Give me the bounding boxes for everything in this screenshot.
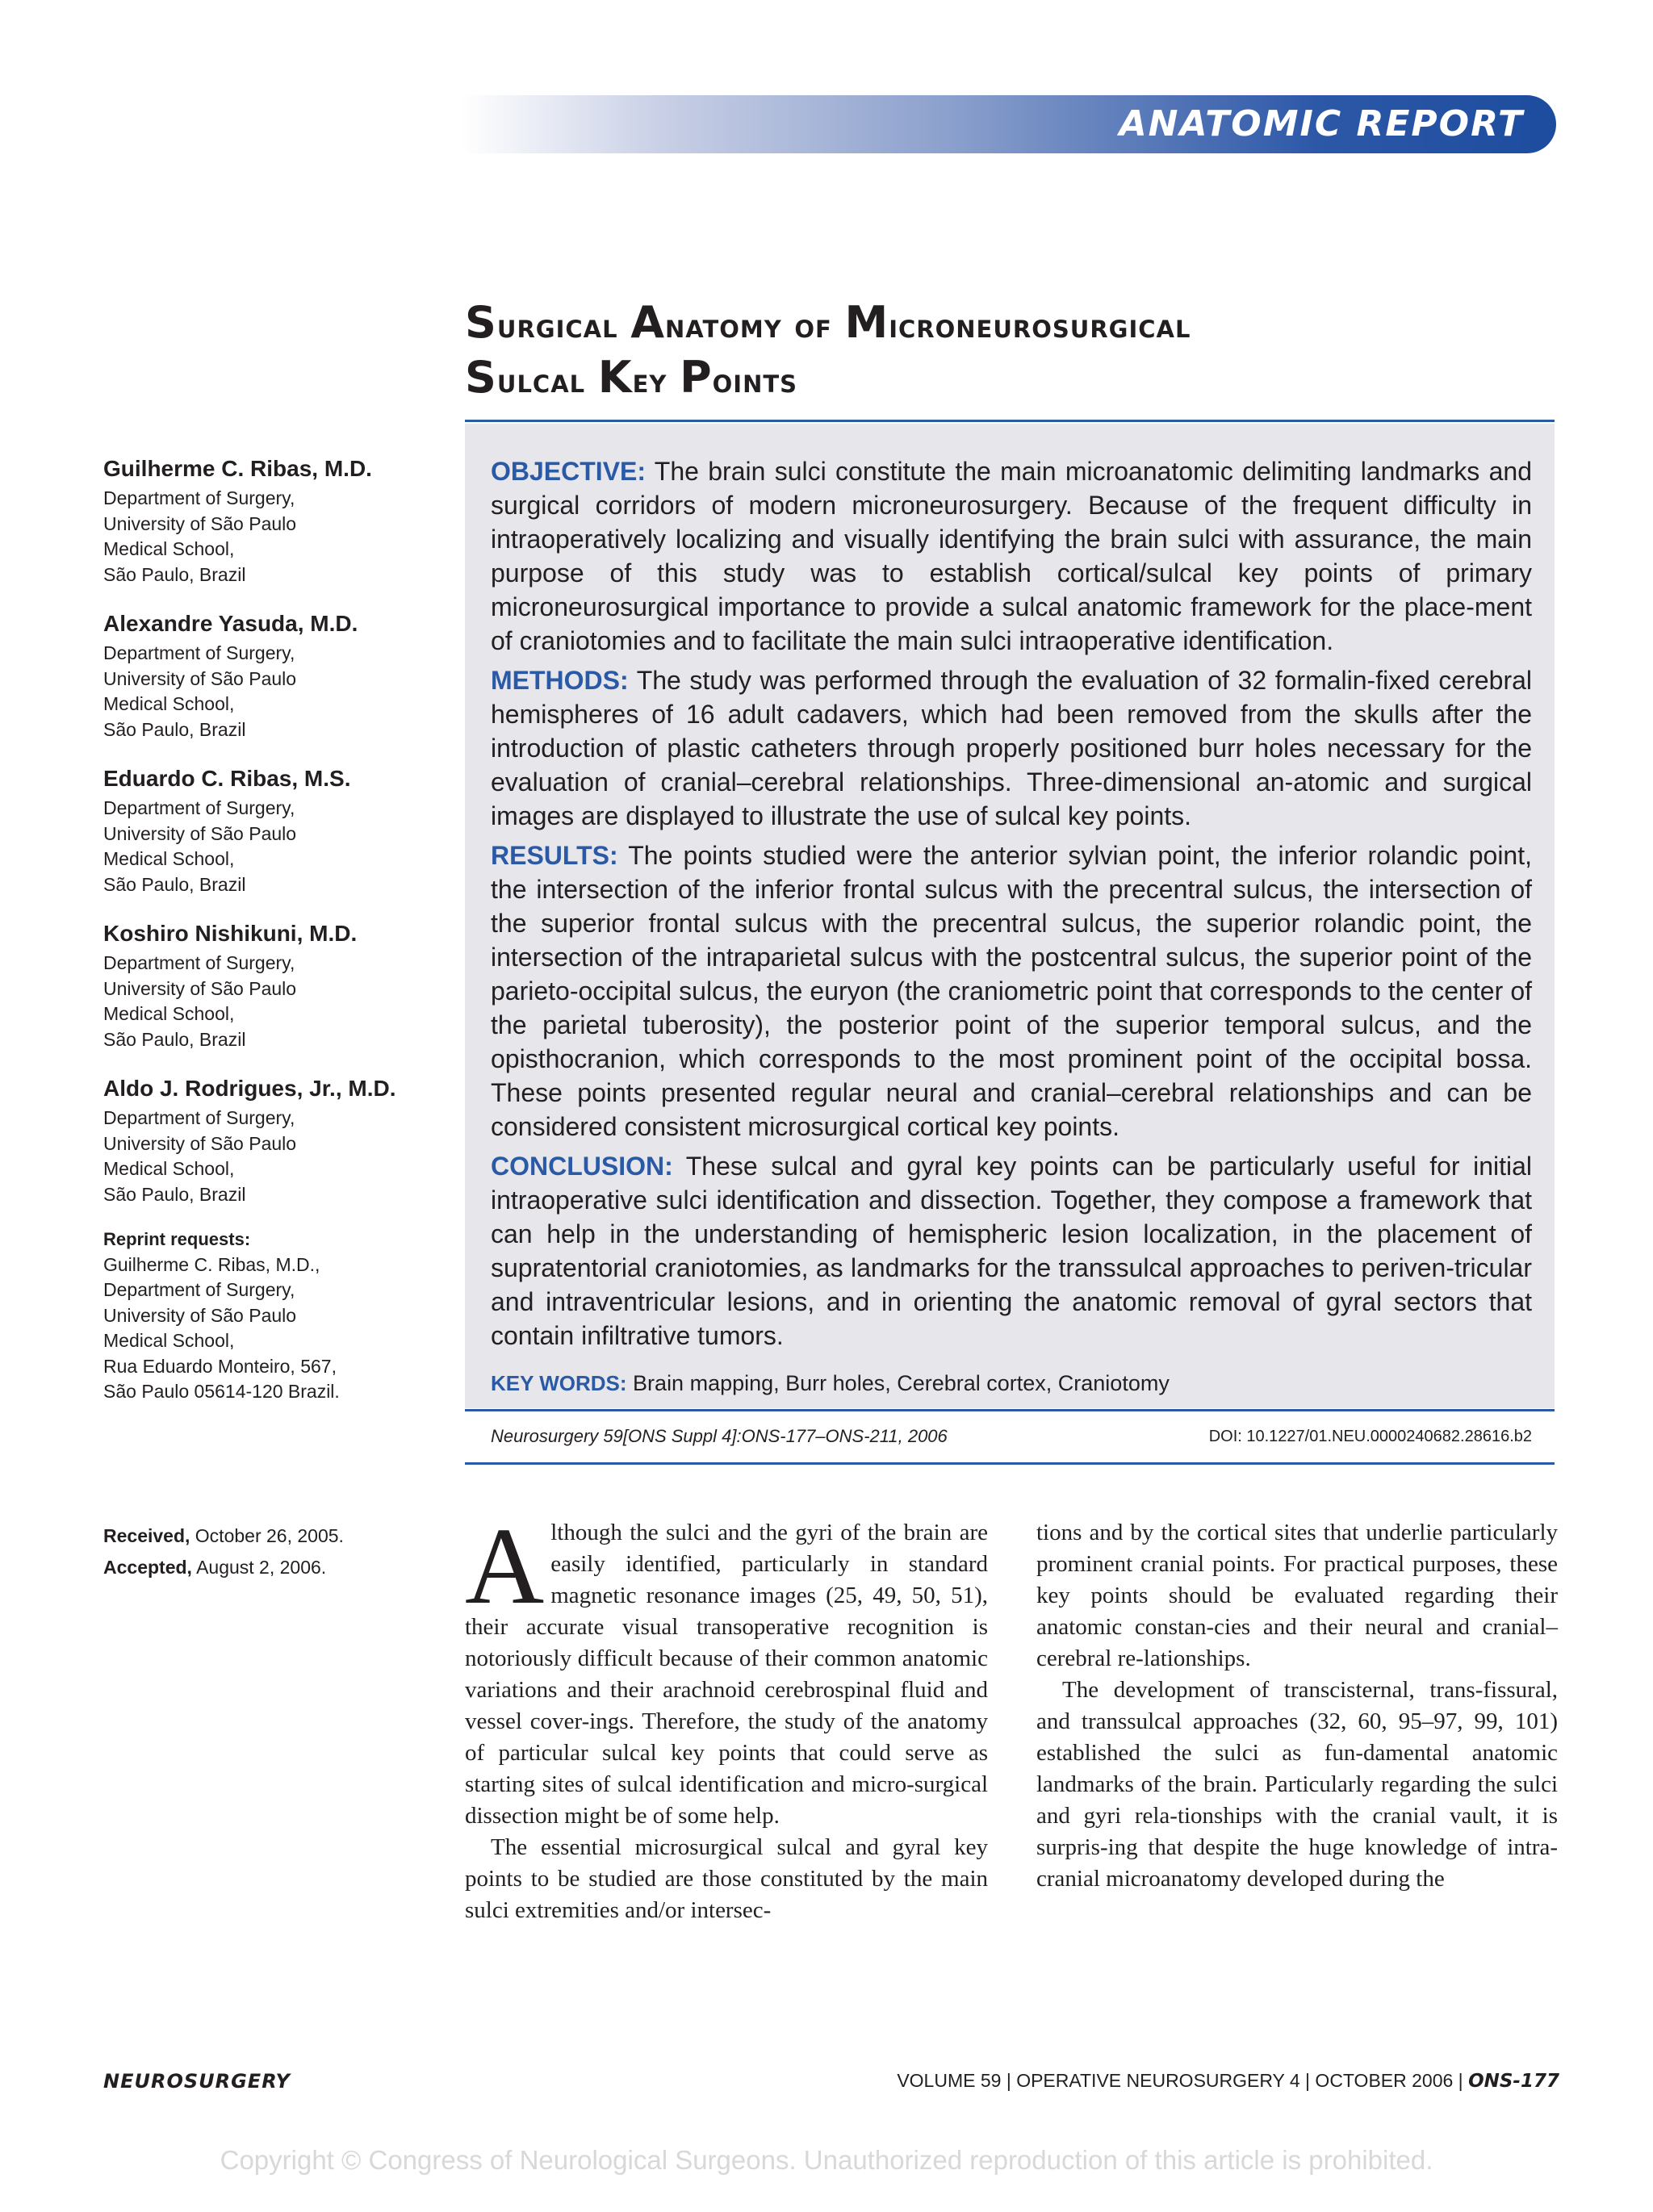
abstract-bottom-rule (465, 1462, 1555, 1465)
body-paragraph: Although the sulci and the gyri of the brain are easily identified, particularly in standard magnetic resonance images (25, 49, 50, 51), their accurate visual transoperative recognition is notoriously difficult because of their common anatomic variations and their arachnoid cerebrospinal fluid and vessel cover-ings. Therefore, the study of the anatomy of particular sulcal key points that could serve as starting sites of sulcal identification and micro-surgical dissection might be of some help. (465, 1506, 988, 1829)
abstract-objective: OBJECTIVE: The brain sulci constitute the main microanatomic delimiting landmarks and surgical corridors of modern microneurosurgery. Because of the frequent difficulty in intraoperatively localizing and visually identifying the brain sulci with assurance, the main purpose of this study was to establish cortical/sulcal key points of primary microneurosurgical importance to provide a sulcal anatomic framework for the place-ment of craniotomies and to facilitate the main sulci intraoperative identification. (491, 457, 1533, 655)
footer-journal-name: NEUROSURGERY (103, 2070, 291, 2093)
author-block: Aldo J. Rodrigues, Jr., M.D. Department of Surgery, University of São Paulo Medical School, São Paulo, Brazil (103, 1072, 442, 1207)
key-words: KEY WORDS: Brain mapping, Burr holes, Cerebral cortex, Craniotomy (491, 1371, 1170, 1395)
body-paragraph: tions and by the cortical sites that underlie particularly prominent cranial points. For practical purposes, these key points should be evaluated regarding their anatomic constan-cies and their neural and cranial–cerebral re-lationships. (1036, 1520, 1558, 1671)
abstract-conclusion: CONCLUSION: These sulcal and gyral key points can be particularly useful for initial intraoperative sulci identification and dissection. Together, they compose a framework that can help in the understanding of hemispheric lesion localization, in the placement of supratentorial craniotomies, as landmarks for the transsulcal approaches to periven-tricular and intraventricular lesions, and in orienting the anatomic removal of gyral sectors that contain infiltrative tumors. (491, 1152, 1532, 1350)
author-sidebar (103, 452, 442, 1405)
body-paragraph: The development of transcisternal, trans-fissural, and transsulcal approaches (32, 60, 95–97, 99, 101) established the sulci as fun-damental anatomic landmarks of the brain. Particularly regarding the sulci and gyri rela-tionships with the cranial vault, it is surpris-ing that despite the huge knowledge of intra-cranial microanatomy developed during the (1036, 1677, 1558, 1892)
body-column-right (1036, 1517, 1558, 1895)
doi-link[interactable]: DOI: 10.1227/01.NEU.0000240682.28616.b2 (1208, 1428, 1532, 1445)
reprint-requests: Reprint requests: Guilherme C. Ribas, M.D., Department of Surgery, University of São Paulo Medical School, Rua Eduardo Monteiro, 567, São Paulo 05614-120 Brazil. (103, 1229, 340, 1402)
title-divider (465, 420, 1555, 422)
journal-citation: Neurosurgery 59[ONS Suppl 4]:ONS-177–ONS-211, 2006 (491, 1426, 948, 1446)
author-name: Aldo J. Rodrigues, Jr., M.D. (103, 1076, 396, 1101)
title-line-2: Sulcal Key Points (465, 352, 798, 403)
article-dates (103, 1520, 442, 1583)
title-line-1: Surgical Anatomy of Microneurosurgical (465, 297, 1191, 348)
section-label: ANATOMIC REPORT (1119, 103, 1524, 144)
author-name: Guilherme C. Ribas, M.D. (103, 456, 372, 481)
author-name: Koshiro Nishikuni, M.D. (103, 921, 358, 946)
author-block: Koshiro Nishikuni, M.D. Department of Surgery, University of São Paulo Medical School, São Paulo, Brazil (103, 917, 442, 1052)
abstract-divider (465, 1409, 1555, 1411)
section-banner (462, 95, 1556, 153)
abstract-box (465, 424, 1555, 1446)
author-block: Alexandre Yasuda, M.D. Department of Surgery, University of São Paulo Medical School, São Paulo, Brazil (103, 607, 442, 742)
body-paragraph: The essential microsurgical sulcal and gyral key points to be studied are those constituted by the main sulci extremities and/or intersec- (465, 1834, 988, 1923)
author-block: Eduardo C. Ribas, M.S. Department of Surgery, University of São Paulo Medical School, São Paulo, Brazil (103, 762, 442, 897)
page-number: ONS-177 (1468, 2071, 1559, 2092)
abstract-methods: METHODS: The study was performed through the evaluation of 32 formalin-fixed cerebral hemispheres of 16 adult cadavers, which had been removed from the skulls after the introduction of plastic catheters through properly positioned burr holes necessary for the evaluation of cranial–cerebral relationships. Three-dimensional an-atomic and surgical images are displayed to illustrate the use of sulcal key points. (491, 666, 1533, 830)
author-name: Alexandre Yasuda, M.D. (103, 611, 358, 636)
article-title (465, 297, 1555, 407)
author-name: Eduardo C. Ribas, M.S. (103, 766, 351, 791)
drop-cap: A (465, 1506, 545, 1627)
author-block: Guilherme C. Ribas, M.D. Department of Surgery, University of São Paulo Medical School, São Paulo, Brazil (103, 452, 442, 587)
received-date: Received, October 26, 2005. (103, 1525, 344, 1546)
copyright-notice: Copyright © Congress of Neurological Surgeons. Unauthorized reproduction of this article is prohibited. (220, 2145, 1433, 2175)
citation-row (491, 1424, 1532, 1449)
abstract-results: RESULTS: The points studied were the anterior sylvian point, the inferior rolandic point, the intersection of the inferior frontal sulcus with the precentral sulcus, the intersection of the superior frontal sulcus with the precentral sulcus, the superior rolandic point, the intersection of the intraparietal sulcus with the postcentral sulcus, the superior point of the parieto-occipital sulcus, the euryon (the craniometric point that corresponds to the center of the parietal tuberosity), the posterior point of the superior temporal sulcus, and the opisthocranion, which corresponds to the most prominent point of the occipital bossa. These points presented regular neural and cranial–cerebral relationships and can be considered consistent microsurgical cortical key points. (491, 841, 1533, 1141)
accepted-date: Accepted, August 2, 2006. (103, 1557, 327, 1578)
footer-issue-info: VOLUME 59 | OPERATIVE NEUROSURGERY 4 | OCTOBER 2006 | ONS-177 (897, 2070, 1559, 2092)
body-column-left (465, 1506, 988, 1926)
